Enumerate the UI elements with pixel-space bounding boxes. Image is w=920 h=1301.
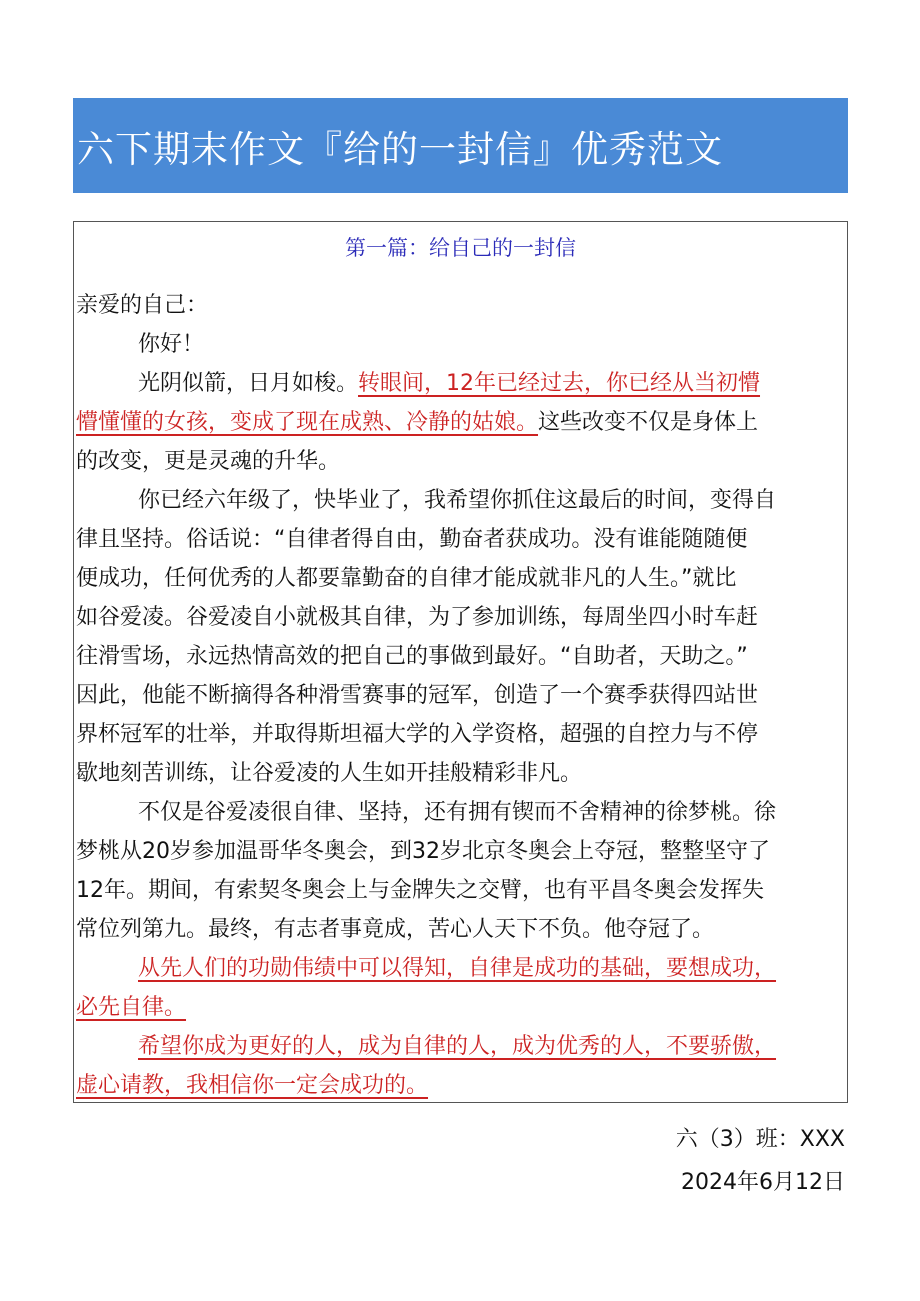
greeting: 你好！ xyxy=(138,332,205,357)
paragraph-1-text: 光阴似箭，日月如梭。 xyxy=(138,371,359,396)
paragraph-3-line-4: 常位列第九。最终，有志者事竟成，苦心人天下不负。他夺冠了。 xyxy=(76,917,715,942)
paragraph-3-line-3: 12年。期间，有索契冬奥会上与金牌失之交臂，也有平昌冬奥会发挥失 xyxy=(76,878,764,903)
paragraph-5-line-2: 虚心请教，我相信你一定会成功的。 xyxy=(76,1073,429,1098)
paragraph-2-line-6: 因此，他能不断摘得各种滑雪赛事的冠军，创造了一个赛季获得四站世 xyxy=(76,683,759,708)
paragraph-1-text: 这些改变不仅是身体上 xyxy=(538,410,759,435)
paragraph-3-line-1: 不仅是谷爱凌很自律、坚持，还有拥有锲而不舍精神的徐梦桃。徐 xyxy=(138,800,777,825)
paragraph-2-line-1: 你已经六年级了，快毕业了，我希望你抓住这最后的时间，变得自 xyxy=(138,488,777,513)
paragraph-2-line-4: 如谷爱凌。谷爱凌自小就极其自律，为了参加训练，每周坐四小时车赶 xyxy=(76,605,759,630)
page-title: 六下期末作文『给的一封信』优秀范文 xyxy=(77,127,723,171)
paragraph-1-line-1 xyxy=(138,373,760,395)
paragraph-1-highlight: 转眼间，12年已经过去，你已经从当初懵 xyxy=(358,371,761,396)
paragraph-4-line-2: 必先自律。 xyxy=(76,995,187,1020)
title-banner xyxy=(73,98,848,193)
paragraph-2-line-5: 往滑雪场，永远热情高效的把自己的事做到最好。“自助者，天助之。” xyxy=(76,644,748,669)
paragraph-1-line-2 xyxy=(76,412,758,434)
paragraph-4-line-1: 从先人们的功勋伟绩中可以得知，自律是成功的基础，要想成功， xyxy=(138,956,777,981)
salutation: 亲爱的自己： xyxy=(76,293,209,318)
paragraph-2-line-3: 便成功，任何优秀的人都要靠勤奋的自律才能成就非凡的人生。”就比 xyxy=(76,566,737,591)
paragraph-2-line-2: 律且坚持。俗话说：“自律者得自由，勤奋者获成功。没有谁能随随便 xyxy=(76,527,748,552)
letter-title: 第一篇：给自己的一封信 xyxy=(345,236,576,260)
paragraph-2-line-7: 界杯冠军的壮举，并取得斯坦福大学的入学资格，超强的自控力与不停 xyxy=(76,722,759,747)
letter-box xyxy=(73,221,848,1103)
paragraph-3-line-2: 梦桃从20岁参加温哥华冬奥会，到32岁北京冬奥会上夺冠，整整坚守了 xyxy=(76,839,770,864)
date: 2024年6月12日 xyxy=(681,1170,845,1195)
paragraph-1-line-3: 的改变，更是灵魂的升华。 xyxy=(76,449,341,474)
signature: 六（3）班：XXX xyxy=(675,1127,845,1152)
paragraph-2-line-8: 歇地刻苦训练，让谷爱凌的人生如开挂般精彩非凡。 xyxy=(76,761,583,786)
paragraph-1-highlight: 懵懂懂的女孩，变成了现在成熟、冷静的姑娘。 xyxy=(76,410,539,435)
paragraph-5-line-1: 希望你成为更好的人，成为自律的人，成为优秀的人，不要骄傲， xyxy=(138,1034,777,1059)
